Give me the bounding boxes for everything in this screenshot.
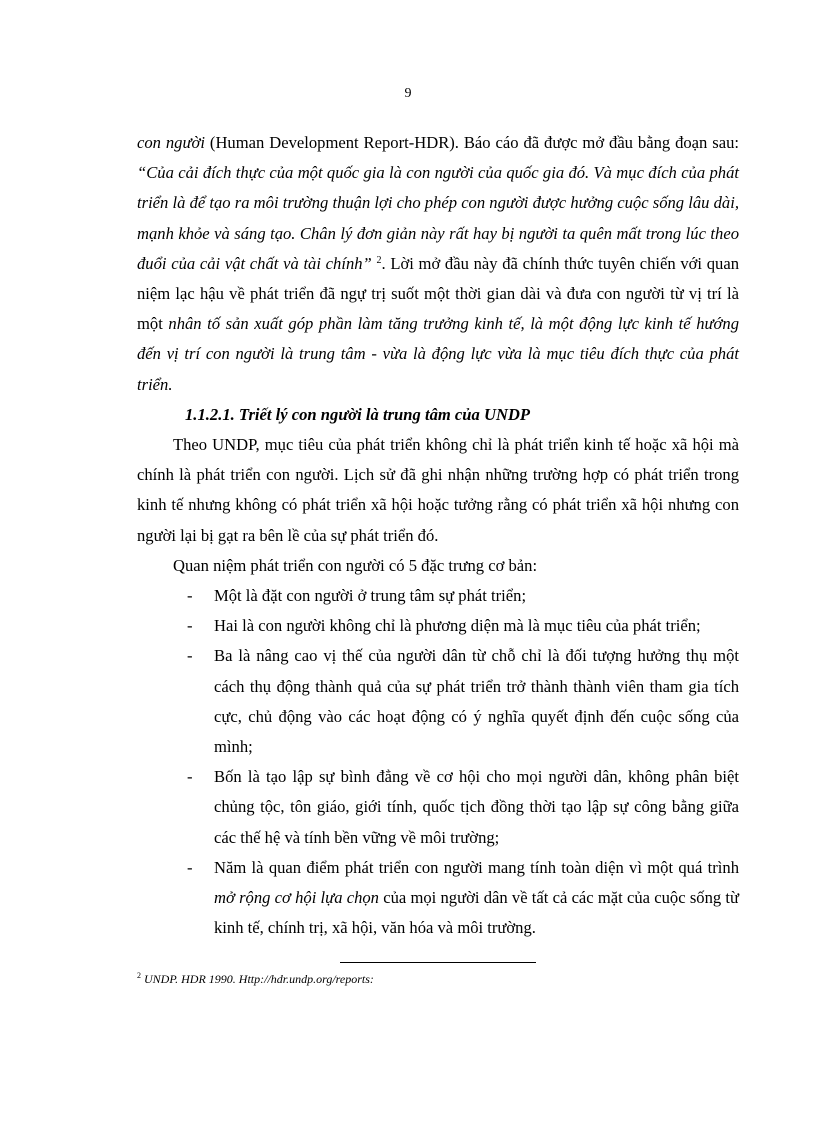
list-item-text: Năm là quan điểm phát triển con người mang tính toàn diện vì một quá trình — [214, 857, 739, 877]
intro-text: (Human Development Report-HDR). Báo cáo đã được mở đầu bằng đoạn sau: — [205, 133, 739, 152]
dash-marker: - — [187, 767, 193, 787]
footnote — [137, 972, 374, 987]
body-text — [137, 128, 739, 943]
paragraph-intro — [137, 128, 739, 400]
dash-marker: - — [187, 646, 193, 666]
section-heading: 1.1.2.1. Triết lý con người là trung tâm của UNDP — [185, 404, 531, 424]
list-item-text: Bốn là tạo lập sự bình đẳng về cơ hội cho mọi người dân, không phân biệt chủng tộc, tôn giáo, giới tính, quốc tịch đồng thời tạo lập sự công bằng giữa các thế hệ và tính bền vững về môi trường; — [214, 767, 739, 847]
list-item-text-end: của mọi người dân về tất cả các mặt của cuộc sống từ kinh tế, chính trị, xã hội, văn hóa và môi trường. — [214, 888, 739, 938]
list-item — [137, 641, 739, 762]
intro-italic-term: con người — [137, 133, 205, 152]
dash-marker: - — [187, 857, 193, 877]
footnote-reference[interactable]: 2 — [376, 254, 382, 266]
list-item-italic-phrase: mở rộng cơ hội lựa chọn — [214, 888, 379, 908]
paragraph-undp: Theo UNDP, mục tiêu của phát triển không chỉ là phát triển kinh tế hoặc xã hội mà chính là phát triển con người. Lịch sử đã ghi nhận những trường hợp có phát triển trong kinh tế nhưng không có phát triển xã hội hoặc tưởng rằng có phát triển xã hội nhưng con người lại bị gạt ra bên lề của sự phát triển đó. — [137, 435, 739, 545]
intro-text-continued: . Lời mở đầu này đã chính thức tuyên chiến với quan niệm lạc hậu về phát triển đã ngự trị suốt một thời gian dài và đưa con người từ vị trí là một — [137, 253, 739, 334]
footnote-separator — [340, 962, 536, 963]
list-item — [137, 853, 739, 944]
footnote-text: UNDP. HDR 1990. Http://hdr.undp.org/reports: — [141, 972, 374, 986]
page-number: 9 — [404, 86, 412, 101]
characteristics-list — [137, 581, 739, 943]
list-item-text: Hai là con người không chỉ là phương diện mà là mục tiêu của phát triển; — [214, 616, 701, 636]
list-item — [137, 581, 739, 611]
list-item — [137, 611, 739, 641]
hdr-quote: “Của cải đích thực của một quốc gia là con người của quốc gia đó. Và mục đích của phát triển là để tạo ra môi trường thuận lợi cho phép con người được hưởng cuộc sống lâu dài, mạnh khỏe và sáng tạo. Chân lý đơn giản này rất hay bị người ta quên mất trong lúc theo đuổi của cải vật chất và tài chính” — [137, 163, 739, 273]
intro-italic-phrase: nhân tố sản xuất góp phần làm tăng trưởng kinh tế, là một động lực kinh tế hướng đến vị trí con người là trung tâm - vừa là động lực vừa là mục tiêu đích thực của phát triển. — [137, 314, 740, 394]
paragraph-characteristics-intro: Quan niệm phát triển con người có 5 đặc trưng cơ bản: — [173, 555, 538, 575]
list-item-text: Một là đặt con người ở trung tâm sự phát triển; — [214, 586, 527, 606]
dash-marker: - — [187, 616, 193, 636]
list-item — [137, 762, 739, 853]
list-item-text: Ba là nâng cao vị thế của người dân từ chỗ chỉ là đối tượng hưởng thụ một cách thụ động thành quả của sự phát triển trở thành thành viên tham gia tích cực, chủ động vào các hoạt động có ý nghĩa quyết định đến cuộc sống của mình; — [214, 646, 739, 757]
dash-marker: - — [187, 586, 193, 606]
footnote-number: 2 — [137, 971, 141, 980]
